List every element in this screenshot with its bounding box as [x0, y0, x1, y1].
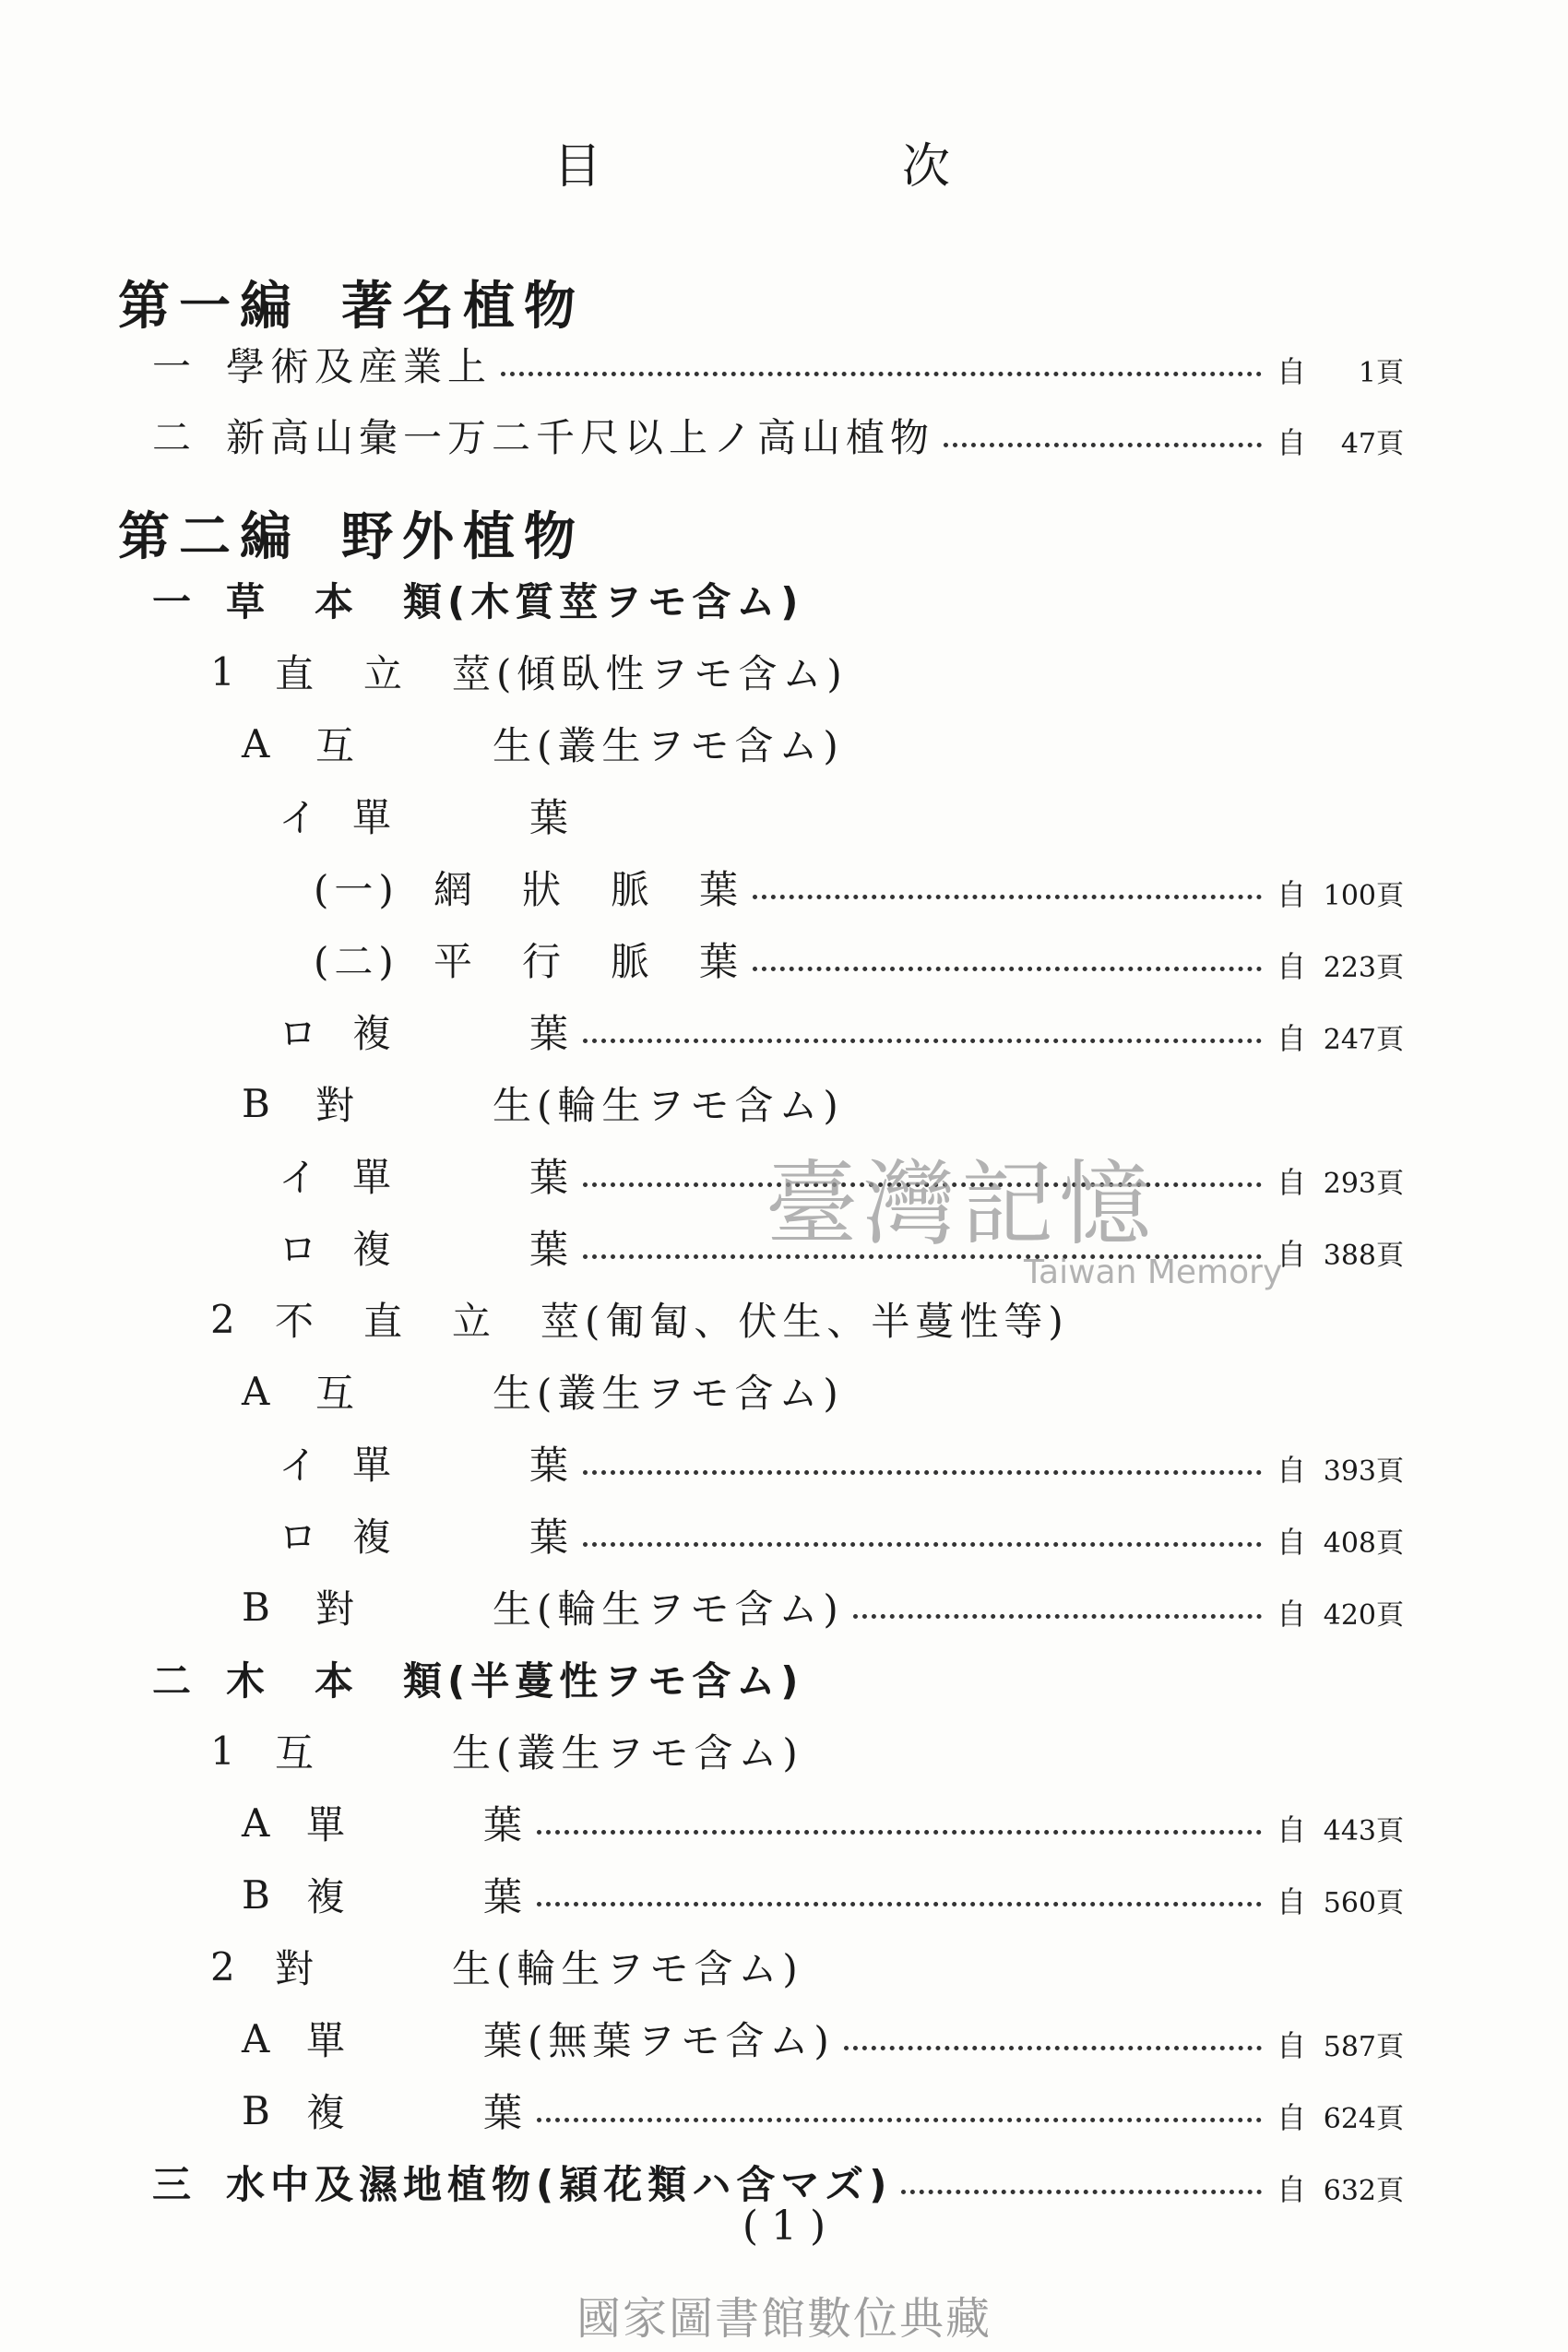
entry-from: 自	[1276, 1237, 1306, 1272]
entry-text: 複 葉	[352, 1515, 575, 1560]
toc-entry[interactable]	[242, 1579, 1404, 1634]
entry-text: 單 葉	[352, 795, 575, 840]
part1-label: 第一編	[118, 277, 301, 337]
entry-from: 自	[1276, 1812, 1306, 1847]
entry-text: 單 葉	[352, 1155, 575, 1200]
entry-text: 複 葉	[306, 2090, 529, 2135]
title-char-2: 次	[901, 139, 950, 195]
entry-from: 自	[1276, 2172, 1306, 2207]
watermark-chinese: 臺灣記憶	[766, 1150, 1157, 1258]
entry-text: 單 葉(無葉ヲモ含ム)	[306, 2018, 835, 2063]
entry-text: 對 生(輪生ヲモ含ム)	[315, 1083, 844, 1128]
entry-text: 單 葉	[306, 1802, 529, 1847]
entry-from: 自	[1276, 949, 1306, 984]
entry-page: 624頁	[1323, 2103, 1404, 2135]
entry-text: 複 葉	[352, 1227, 575, 1272]
dot-leader	[944, 443, 1262, 447]
entry-number: (一)	[314, 867, 399, 912]
entry-from: 自	[1276, 1597, 1306, 1632]
part1-name: 著名植物	[341, 277, 585, 337]
entry-text: 對 生(輪生ヲモ含ム)	[315, 1586, 844, 1632]
toc-section	[210, 1723, 803, 1778]
page-title	[553, 127, 950, 196]
taiwan-memory-watermark	[766, 1130, 1282, 1291]
entry-text: 複 葉	[352, 1011, 575, 1056]
entry-number: 二	[152, 1658, 197, 1704]
entry-from: 自	[1276, 1165, 1306, 1200]
entry-page: 587頁	[1323, 2031, 1404, 2063]
toc-entry[interactable]	[152, 408, 1404, 463]
entry-page: 1頁	[1358, 357, 1404, 389]
entry-number: (二)	[314, 939, 399, 984]
toc-entry[interactable]	[314, 932, 1404, 987]
part2-label: 第二編	[118, 507, 301, 567]
entry-page: 293頁	[1323, 1168, 1404, 1200]
entry-number: イ	[279, 1443, 324, 1488]
entry-text: 草 本 類(木質莖ヲモ含ム)	[226, 579, 804, 624]
entry-from: 自	[1276, 877, 1306, 912]
entry-page: 443頁	[1323, 1815, 1404, 1847]
entry-from: 自	[1276, 1453, 1306, 1488]
entry-number: A	[242, 2015, 276, 2061]
entry-page: 408頁	[1323, 1527, 1404, 1560]
entry-page: 247頁	[1323, 1024, 1404, 1056]
entry-number: 二	[152, 415, 197, 460]
toc-section	[242, 716, 844, 771]
entry-number: B	[242, 1080, 276, 1126]
entry-page: 47頁	[1340, 428, 1404, 460]
entry-page: 560頁	[1323, 1887, 1404, 1919]
toc-entry[interactable]	[242, 2011, 1404, 2066]
entry-from: 自	[1276, 354, 1306, 389]
entry-page: 632頁	[1323, 2175, 1404, 2207]
entry-text: 直 立 莖(傾臥性ヲモ含ム)	[275, 651, 848, 696]
dot-leader	[853, 1614, 1262, 1619]
entry-from: 自	[1276, 425, 1306, 460]
entry-number: 2	[210, 1943, 241, 1990]
entry-number: ロ	[279, 1227, 324, 1272]
toc-entry[interactable]	[279, 1507, 1404, 1562]
entry-number: A	[242, 1368, 276, 1414]
entry-from: 自	[1276, 2100, 1306, 2135]
dot-leader	[537, 1830, 1262, 1835]
entry-text: 平 行 脈 葉	[434, 939, 744, 984]
dot-leader	[583, 1470, 1262, 1475]
entry-from: 自	[1276, 1525, 1306, 1560]
toc-section	[152, 572, 803, 627]
dot-leader	[501, 372, 1262, 376]
entry-page: 388頁	[1323, 1240, 1404, 1272]
entry-text: 水中及濕地植物(穎花類ハ含マズ)	[226, 2162, 893, 2207]
dot-leader	[583, 1039, 1262, 1043]
entry-number: B	[242, 1584, 276, 1630]
entry-number: 2	[210, 1296, 241, 1342]
dot-leader	[901, 2190, 1262, 2194]
library-watermark: 國家圖書館數位典藏	[576, 2293, 992, 2345]
entry-text: 互 生(叢生ヲモ含ム)	[275, 1730, 803, 1776]
entry-number: A	[242, 1800, 276, 1846]
toc-section	[242, 1363, 844, 1419]
entry-number: B	[242, 2087, 276, 2133]
part2-title	[118, 496, 585, 570]
toc-section	[210, 644, 848, 699]
entry-text: 互 生(叢生ヲモ含ム)	[315, 1371, 844, 1416]
entry-number: イ	[279, 795, 324, 840]
entry-number: 一	[152, 344, 197, 389]
dot-leader	[753, 967, 1262, 971]
entry-number: イ	[279, 1155, 324, 1200]
part2-name: 野外植物	[341, 507, 585, 567]
toc-section	[210, 1291, 1069, 1347]
title-char-1: 目	[553, 139, 602, 195]
toc-entry[interactable]	[279, 1004, 1404, 1059]
page-number: ( 1 )	[742, 2203, 826, 2250]
entry-from: 自	[1276, 2028, 1306, 2063]
toc-entry[interactable]	[314, 860, 1404, 915]
entry-from: 自	[1276, 1884, 1306, 1919]
toc-entry[interactable]	[152, 2155, 1404, 2210]
watermark-english: Taiwan Memory	[1024, 1253, 1283, 1291]
entry-number: 1	[210, 1728, 241, 1774]
entry-page: 100頁	[1323, 880, 1404, 912]
toc-entry[interactable]	[279, 1435, 1404, 1491]
entry-text: 對 生(輪生ヲモ含ム)	[275, 1946, 803, 1991]
entry-text: 不 直 立 莖(匍匐、伏生、半蔓性等)	[275, 1299, 1069, 1344]
dot-leader	[844, 2046, 1262, 2050]
dot-leader	[537, 1902, 1262, 1907]
toc-entry[interactable]	[242, 1795, 1404, 1850]
entry-text: 複 葉	[306, 1874, 529, 1919]
dot-leader	[753, 895, 1262, 899]
toc-entry[interactable]	[152, 337, 1404, 392]
entry-number: ロ	[279, 1011, 324, 1056]
entry-number: 1	[210, 648, 241, 695]
entry-text: 網 狀 脈 葉	[434, 867, 744, 912]
entry-text: 互 生(叢生ヲモ含ム)	[315, 723, 844, 768]
entry-number: B	[242, 1871, 276, 1918]
toc-entry[interactable]	[242, 2083, 1404, 2138]
toc-section	[242, 1075, 844, 1131]
part1-title	[118, 266, 585, 339]
dot-leader	[583, 1542, 1262, 1547]
toc-section	[279, 788, 574, 843]
entry-text: 木 本 類(半蔓性ヲモ含ム)	[226, 1658, 804, 1704]
toc-section	[210, 1939, 803, 1994]
entry-number: 一	[152, 579, 197, 624]
entry-text: 新高山彙一万二千尺以上ノ高山植物	[226, 415, 935, 460]
entry-page: 420頁	[1323, 1599, 1404, 1632]
dot-leader	[537, 2118, 1262, 2122]
entry-from: 自	[1276, 1021, 1306, 1056]
toc-entry[interactable]	[242, 1867, 1404, 1922]
entry-text: 學術及産業上	[226, 344, 493, 389]
entry-page: 223頁	[1323, 952, 1404, 984]
entry-number: A	[242, 720, 276, 766]
entry-page: 393頁	[1323, 1455, 1404, 1488]
toc-section	[152, 1651, 803, 1706]
entry-number: 三	[152, 2162, 197, 2207]
entry-number: ロ	[279, 1515, 324, 1560]
entry-text: 單 葉	[352, 1443, 575, 1488]
